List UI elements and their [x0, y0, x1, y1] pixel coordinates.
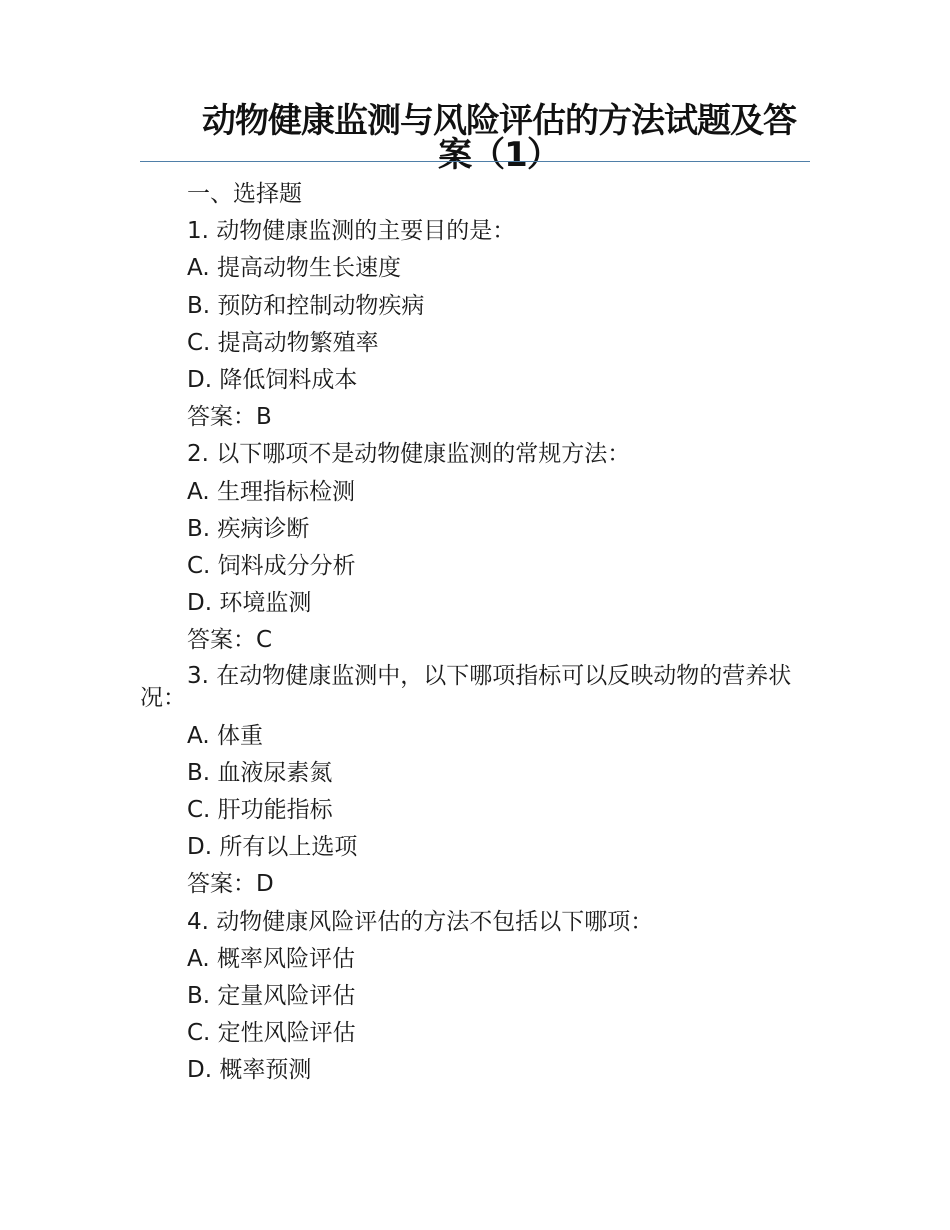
- document-body: [140, 176, 810, 1090]
- question-4: [140, 904, 810, 1090]
- option-b: B. 血液尿素氮: [187, 759, 333, 786]
- option-a: A. 体重: [187, 722, 263, 749]
- answer-line: 答案：B: [187, 404, 272, 431]
- option-a: A. 提高动物生长速度: [187, 255, 401, 282]
- option-c: C. 肝功能指标: [187, 797, 333, 824]
- question-stem: 4. 动物健康风险评估的方法不包括以下哪项：: [187, 908, 654, 935]
- option-c: C. 提高动物繁殖率: [187, 329, 379, 356]
- option-a: A. 概率风险评估: [187, 945, 355, 972]
- option-a: A. 生理指标检测: [187, 478, 355, 505]
- option-d: D. 概率预测: [187, 1057, 312, 1084]
- option-b: B. 定量风险评估: [187, 983, 356, 1010]
- question-3: [140, 660, 810, 904]
- option-b: B. 疾病诊断: [187, 515, 310, 542]
- option-d: D. 降低饲料成本: [187, 367, 358, 394]
- option-d: D. 所有以上选项: [187, 834, 358, 861]
- option-d: D. 环境监测: [187, 590, 312, 617]
- section-heading: 一、选择题: [187, 181, 302, 207]
- answer-line: 答案：C: [187, 627, 273, 654]
- option-c: C. 饲料成分分析: [187, 553, 356, 580]
- answer-line: 答案：D: [187, 871, 274, 898]
- option-b: B. 预防和控制动物疾病: [187, 292, 425, 319]
- question-stem: 1. 动物健康监测的主要目的是：: [187, 218, 516, 245]
- document-title: 动物健康监测与风险评估的方法试题及答案（1）: [202, 101, 796, 175]
- question-1: [140, 213, 810, 436]
- question-2: [140, 436, 810, 659]
- question-stem: 2. 以下哪项不是动物健康监测的常规方法：: [187, 441, 631, 468]
- title-underline: [140, 161, 810, 162]
- option-c: C. 定性风险评估: [187, 1020, 356, 1047]
- question-stem: 3. 在动物健康监测中，以下哪项指标可以反映动物的营养状况：: [140, 662, 792, 711]
